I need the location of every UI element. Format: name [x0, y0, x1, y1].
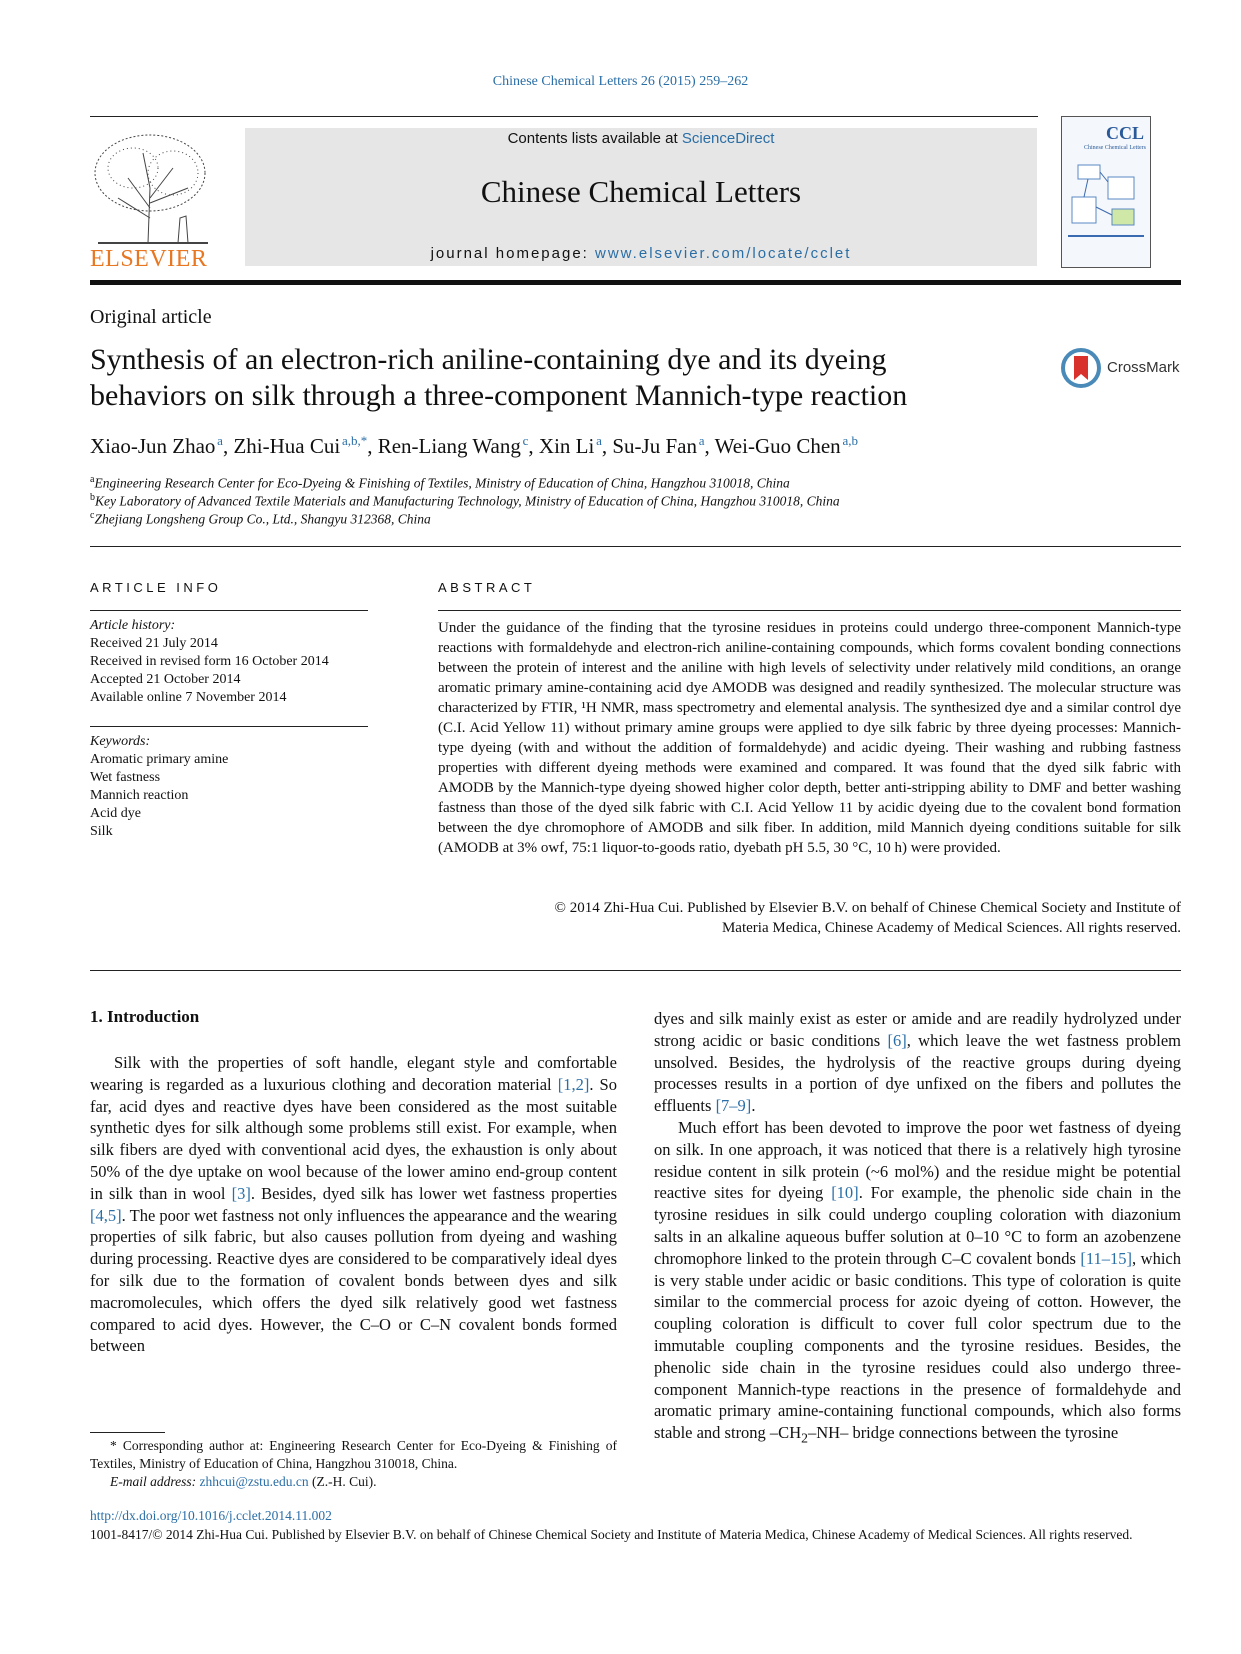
crossmark-label: CrossMark — [1107, 359, 1180, 376]
author-name: Wei-Guo Chen — [714, 434, 841, 458]
article-type: Original article — [90, 306, 212, 328]
footnote-rule — [90, 1432, 165, 1433]
abstract-text: Under the guidance of the finding that the tyrosine residues in proteins could undergo three-component Mannich-type reactions with formaldehyde and electron-rich aniline-containing compounds, which forms covalent bonding connections between the protein of interest and the aniline with high levels of selectivity under relatively mild conditions, an orange aromatic primary amine-containing acid dye AMODB was designed and readily synthesized. The molecular structure was characterized by FTIR, ¹H NMR, mass spectrometry and elemental analysis. The synthesized dye and a similar control dye (C.I. Acid Yellow 11) without primary amine groups were applied to dye silk fabric by three dyeing processes: Mannich-type dyeing (with and without the addition of formaldehyde) and acidic dyeing. Their washing and rubbing fastness properties with different dyeing methods were examined and compared. It was found that the dyed silk fabric with AMODB by the Mannich-type dyeing showed higher color depth, better anti-stripping ability to DMF and better washing fastness than those of the dyed silk fabric with C.I. Acid Yellow 11 by acidic dyeing due to the covalent bond formation between the dye chromophore of AMODB and silk fiber. In addition, mild Mannich dyeing conditions suitable for silk (AMODB at 3% owf, 75:1 liquor-to-goods ratio, dyebath pH 5.5, 30 °C, 10 h) were provided. — [438, 620, 1181, 856]
journal-homepage: journal homepage: www.elsevier.com/locate/cclet — [430, 245, 852, 262]
affiliation-c: $^c$Zhejiang Longsheng Group Co., Ltd., Shangyu 312368, China — [90, 510, 431, 527]
paragraph: dyes and silk mainly exist as ester or amide and are readily hydrolyzed under strong acidic or basic conditions [6], which leave the wet fastness problem unsolved. Besides, the hydrolysis of the reactive groups during dyeing processes results in a portion of dye unfixed on the fibers and pollutes the effluents [7–9]. — [654, 1009, 1181, 1116]
sciencedirect-link[interactable]: ScienceDirect — [681, 130, 775, 147]
front-matter-rule — [90, 546, 1181, 547]
section-title: 1. Introduction — [90, 1007, 200, 1026]
citation-link[interactable]: [1,2] — [557, 1074, 590, 1094]
header-thick-rule — [90, 280, 1181, 285]
cover-label: CCL — [1105, 123, 1144, 143]
header-rule — [90, 116, 1038, 117]
citation-link[interactable]: [6] — [887, 1030, 907, 1050]
abstract-end-rule — [90, 970, 1181, 971]
citation-link[interactable]: [7–9] — [715, 1096, 752, 1116]
cover-subtitle: Chinese Chemical Letters — [1084, 145, 1146, 151]
author-name: Xiao-Jun Zhao — [90, 434, 216, 458]
citation-link[interactable]: [11–15] — [1080, 1248, 1133, 1268]
journal-name: Chinese Chemical Letters — [480, 174, 802, 209]
homepage-link[interactable]: www.elsevier.com/locate/cclet — [595, 245, 852, 262]
corresponding-author-footnote: * Corresponding author at: Engineering Research Center for Eco-Dyeing & Finishing of Textiles, Ministry of Education of China, Hangzhou 310018, China. E-mail address: zhhcui@zstu.edu.cn (Z.-H. Cui). — [90, 1438, 617, 1489]
body-left-column — [90, 1052, 617, 1357]
article-history: Article history: Received 21 July 2014 Received in revised form 16 October 2014 Accepted 21 October 2014 Available online 7 November 2014 — [90, 618, 329, 705]
article-info-rule — [90, 610, 368, 611]
author-name: Xin Li — [538, 434, 595, 458]
author-name: Ren-Liang Wang — [377, 434, 521, 458]
journal-reference[interactable]: Chinese Chemical Letters 26 (2015) 259–262 — [492, 74, 749, 89]
cover-graphic — [1068, 157, 1144, 247]
paragraph: Silk with the properties of soft handle, elegant style and comfortable wearing is regarded as a luxurious clothing and decoration material [1,2]. So far, acid dyes and reactive dyes have been considered as the most suitable synthetic dyes for silk although some problems still exist. For example, when silk fibers are dyed with conventional acid dyes, the exhaustion is only about 50% of the dye uptake on wool because of the lower amino end-group content in silk than in wool [3]. Besides, dyed silk has lower wet fastness properties [4,5]. The poor wet fastness not only influences the appearance and the wearing properties of silk fabric, but also causes pollution from dyeing and washing during processing. Reactive dyes are considered to be comparatively ideal dyes for silk due to the formation of covalent bonds between dyes and silk macromolecules, which offers the dyed silk relatively good wet fastness compared to acid dyes. However, the C–O or C–N covalent bonds formed between — [90, 1053, 618, 1356]
issn-copyright: 1001-8417/© 2014 Zhi-Hua Cui. Published by Elsevier B.V. on behalf of Chinese Chemical Society and Institute of Materia Medica, Chinese Academy of Medical Sciences. All rights reserved. — [90, 1527, 1133, 1542]
article-title: Synthesis of an electron-rich aniline-containing dye and its dyeing behaviors on silk through a three-component Mannich-type reaction — [90, 343, 908, 412]
doi-link[interactable]: http://dx.doi.org/10.1016/j.cclet.2014.11.002 — [90, 1508, 332, 1523]
author-list: Xiao-Jun Zhao $^a$, Zhi-Hua Cui $^{a,b,*}$, Ren-Liang Wang $^c$, Xin Li $^a$, Su-Ju Fan $^a$, Wei-Guo Chen $^{a,b}$ — [90, 433, 858, 458]
affiliation-b: $^b$Key Laboratory of Advanced Textile Materials and Manufacturing Technology, Ministry of Education of China, Hangzhou 310018, China — [90, 492, 840, 509]
contents-line: Contents lists available at ScienceDirect — [507, 130, 775, 147]
citation-link[interactable]: [10] — [831, 1183, 859, 1203]
abstract-heading: ABSTRACT — [438, 580, 536, 595]
citation-link[interactable]: [4,5] — [90, 1205, 122, 1225]
body-right-column — [654, 1008, 1181, 1449]
article-info-heading: ARTICLE INFO — [90, 580, 222, 595]
elsevier-wordmark: ELSEVIER — [90, 246, 208, 272]
crossmark-icon — [1061, 348, 1101, 388]
abstract-rule — [438, 610, 1181, 611]
keywords-list: Keywords: Aromatic primary amine Wet fastness Mannich reaction Acid dye Silk — [90, 734, 229, 839]
citation-link[interactable]: [3] — [231, 1183, 251, 1203]
journal-cover-thumbnail — [1061, 116, 1151, 268]
keywords-rule — [90, 726, 368, 727]
paragraph: Much effort has been devoted to improve the poor wet fastness of dyeing on silk. In one approach, it was noticed that there is a relatively high tyrosine residue content in silk protein (~6 mol%) and the residue might be potential reactive sites for dyeing [10]. For example, the phenolic side chain in the tyrosine residues in silk could undergo coupling coloration with diazonium salts in an alkaline aqueous buffer solution at 0–10 °C to form an azobenzene chromophore linked to the protein through C–C covalent bonds [11–15], which is very stable under acidic or basic conditions. This type of coloration is quite similar to the commercial process for azoic dyeing of cotton. However, the coupling coloration is difficult to cover full color spectrum due to the immutable coupling components and the tyrosine residues. Besides, the phenolic side chain in the tyrosine residues could also undergo three-component Mannich-type reactions in the presence of formaldehyde and aromatic primary amine-containing functional compounds, which also forms stable and strong $-CH_2-NH-$ bridge connections between the tyrosine — [654, 1117, 1182, 1446]
email-link[interactable]: zhhcui@zstu.edu.cn — [199, 1474, 309, 1489]
author-name: Su-Ju Fan — [612, 434, 697, 458]
crossmark-badge[interactable] — [1061, 348, 1181, 388]
author-name: Zhi-Hua Cui — [233, 434, 341, 458]
affiliation-a: $^a$Engineering Research Center for Eco-Dyeing & Finishing of Textiles, Ministry of Education of China, Hangzhou 310018, China — [90, 474, 790, 491]
abstract-copyright: © 2014 Zhi-Hua Cui. Published by Elsevier B.V. on behalf of Chinese Chemical Society and Institute of Materia Medica, Chinese Academy of Medical Sciences. All rights reserved. — [554, 900, 1181, 936]
